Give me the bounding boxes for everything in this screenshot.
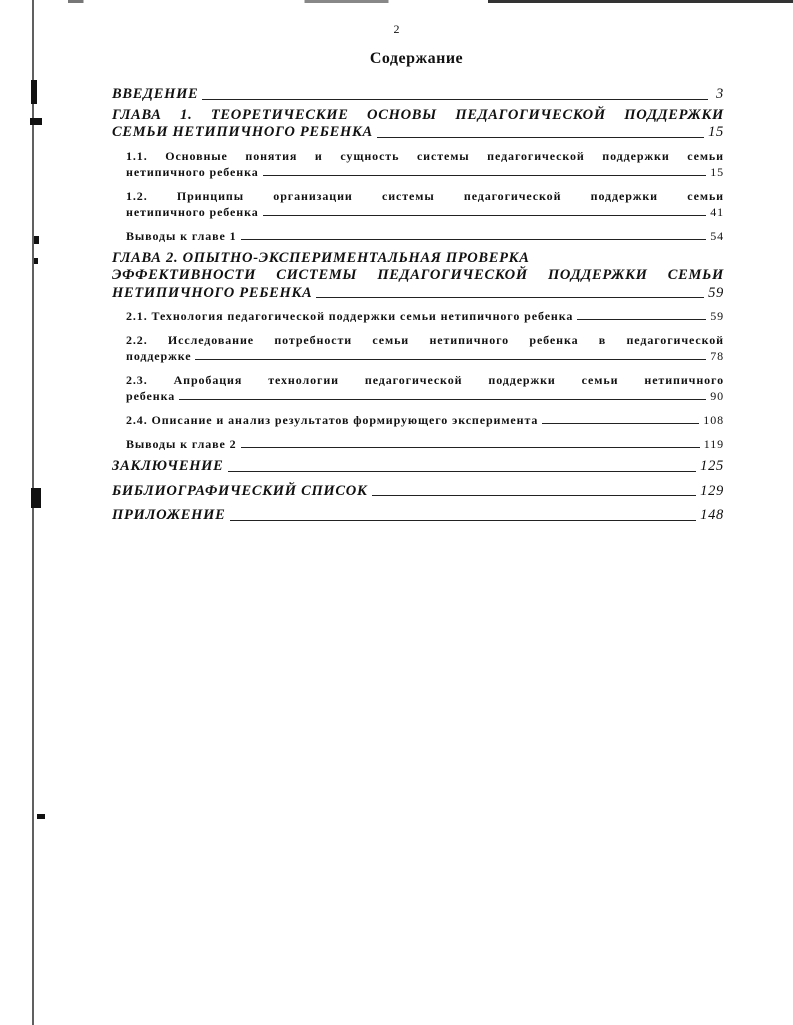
entry-label: 2.1. Технология педагогической поддержки семьи нетипичного ребенка xyxy=(126,309,574,323)
scan-mark xyxy=(31,80,37,104)
leader-line xyxy=(228,471,697,472)
entry-label: нетипичного ребенка xyxy=(126,164,259,179)
toc-entry-section-1-1[interactable] xyxy=(126,148,724,180)
entry-label: НЕТИПИЧНОГО РЕБЕНКА xyxy=(112,284,313,301)
scan-mark xyxy=(34,258,38,264)
entry-label: ЭФФЕКТИВНОСТИ СИСТЕМЫ ПЕДАГОГИЧЕСКОЙ ПОДДЕРЖКИ СЕМЬИ xyxy=(112,267,724,283)
page-ref: 108 xyxy=(703,413,724,427)
scan-edge-left xyxy=(32,0,34,1025)
page-ref: 59 xyxy=(708,284,724,301)
page-ref: 78 xyxy=(710,349,724,363)
page-title: Содержание xyxy=(369,50,464,67)
scan-mark xyxy=(30,118,42,125)
page-ref: 119 xyxy=(703,437,724,451)
leader-line xyxy=(241,239,707,240)
toc-entry-conclusions-2[interactable] xyxy=(126,436,724,452)
leader-line xyxy=(230,520,697,521)
toc-entry-section-1-2[interactable] xyxy=(126,188,724,220)
leader-line xyxy=(316,297,704,298)
toc-entry-chapter-2[interactable] xyxy=(112,250,724,303)
page-ref: 129 xyxy=(700,482,724,499)
scan-mark xyxy=(37,814,45,819)
page-ref: 3 xyxy=(716,86,724,102)
entry-label: 1.2. Принципы организации системы педагогической поддержки семьи xyxy=(126,188,724,203)
toc-entry-appendix[interactable] xyxy=(112,507,724,525)
toc-entry-section-2-3[interactable] xyxy=(126,372,724,404)
entry-label: ЗАКЛЮЧЕНИЕ xyxy=(112,458,224,474)
entry-label: ребенка xyxy=(126,389,176,403)
entry-label: БИБЛИОГРАФИЧЕСКИЙ СПИСОК xyxy=(112,482,368,499)
leader-line xyxy=(179,399,706,400)
leader-line xyxy=(263,215,707,216)
leader-line xyxy=(577,319,706,320)
toc-entry-conclusion[interactable] xyxy=(112,458,724,476)
leader-line xyxy=(195,359,706,360)
page-ref: 15 xyxy=(710,164,724,179)
entry-label: Выводы к главе 1 xyxy=(126,228,237,243)
entry-label: ГЛАВА 1. ТЕОРЕТИЧЕСКИЕ ОСНОВЫ ПЕДАГОГИЧЕСКОЙ ПОДДЕРЖКИ xyxy=(112,106,724,123)
leader-line xyxy=(372,495,697,496)
table-of-contents xyxy=(112,86,724,525)
scan-mark xyxy=(34,236,39,244)
page-ref: 125 xyxy=(700,458,724,474)
entry-label: поддержке xyxy=(126,349,192,363)
leader-line xyxy=(241,447,700,448)
leader-line xyxy=(377,137,704,138)
toc-entry-conclusions-1[interactable] xyxy=(126,228,724,244)
toc-entry-chapter-1[interactable] xyxy=(112,107,724,142)
page-ref: 41 xyxy=(710,204,724,219)
entry-label: Выводы к главе 2 xyxy=(126,437,237,451)
toc-entry-section-2-4[interactable] xyxy=(126,412,724,428)
leader-line xyxy=(542,423,699,424)
leader-line xyxy=(263,175,707,176)
entry-label: 2.4. Описание и анализ результатов формирующего эксперимента xyxy=(126,413,539,427)
scan-mark xyxy=(31,488,41,508)
entry-label: 2.2. Исследование потребности семьи нетипичного ребенка в педагогической xyxy=(126,333,724,347)
entry-label: ВВЕДЕНИЕ xyxy=(112,86,199,102)
scan-edge-top xyxy=(30,0,793,3)
page-ref: 15 xyxy=(708,124,724,140)
page-ref: 148 xyxy=(700,507,724,523)
toc-entry-section-2-2[interactable] xyxy=(126,332,724,364)
entry-label: СЕМЬИ НЕТИПИЧНОГО РЕБЕНКА xyxy=(112,124,373,140)
entry-label: ГЛАВА 2. ОПЫТНО-ЭКСПЕРИМЕНТАЛЬНАЯ ПРОВЕРКА xyxy=(112,249,530,266)
entry-label: ПРИЛОЖЕНИЕ xyxy=(112,507,226,523)
leader-line xyxy=(202,99,708,100)
entry-label: 1.1. Основные понятия и сущность системы педагогической поддержки семьи xyxy=(126,148,724,163)
page-ref: 54 xyxy=(710,228,724,243)
toc-entry-bibliography[interactable] xyxy=(112,483,724,501)
page-ref: 90 xyxy=(710,389,724,403)
entry-label: 2.3. Апробация технологии педагогической поддержки семьи нетипичного xyxy=(126,373,724,387)
page-ref: 59 xyxy=(710,309,724,323)
toc-entry-intro[interactable] xyxy=(112,86,724,104)
entry-label: нетипичного ребенка xyxy=(126,204,259,219)
toc-entry-section-2-1[interactable] xyxy=(126,308,724,324)
page-number: 2 xyxy=(393,22,400,36)
